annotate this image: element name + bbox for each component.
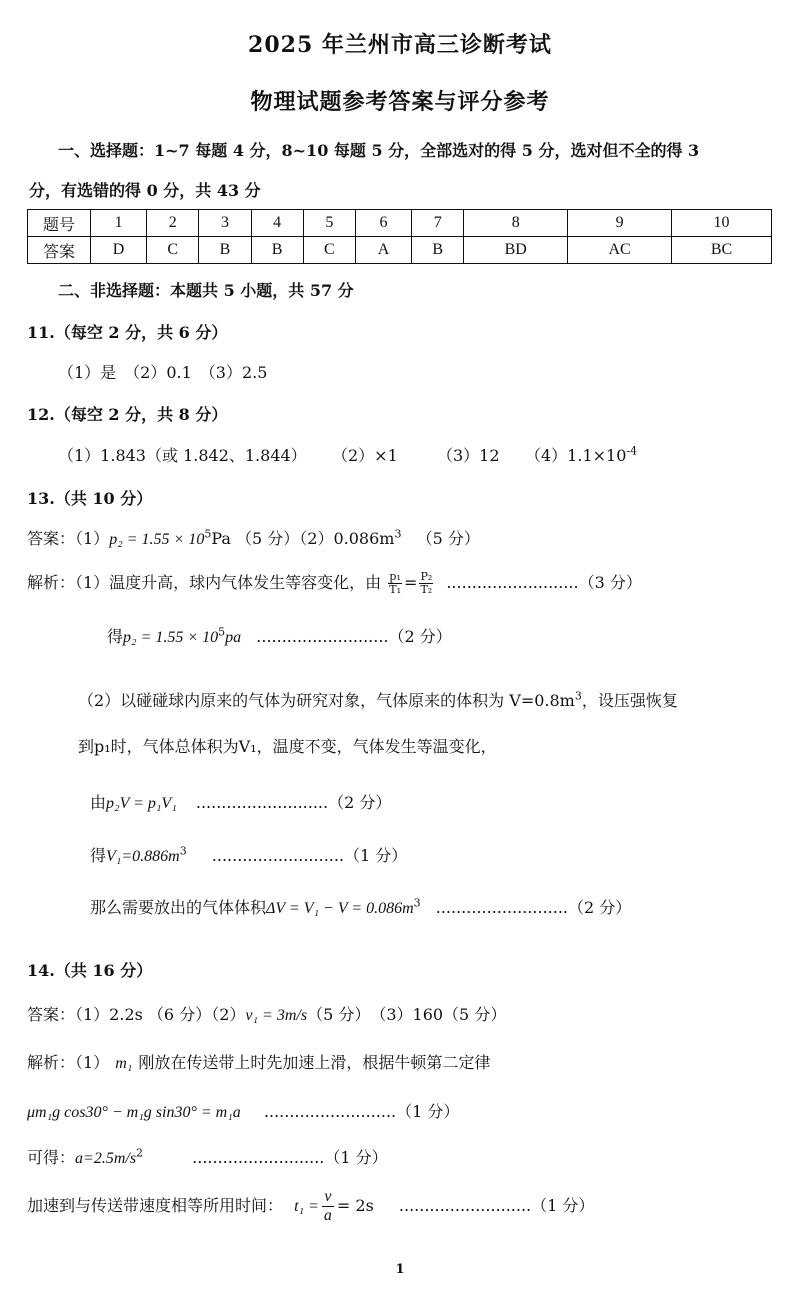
table-cell: AC (568, 237, 672, 264)
q14-eq2: a=2.5m/s (75, 1150, 137, 1167)
table-row-answers (28, 237, 772, 264)
q13-answer-exponent: 5 (204, 527, 212, 541)
q13-answer-p2: p₂ = 1.55 × 10 (109, 531, 205, 548)
table-cell: 8 (464, 210, 568, 237)
part1-heading-line1: 一、选择题：1~7 每题 4 分，8~10 每题 5 分，全部选对的得 5 分，选对但不全的得 3 (58, 141, 700, 160)
page-subtitle: 物理试题参考答案与评分参考 (250, 89, 550, 115)
q13-dots-1: ..........................（3 分） (446, 573, 642, 592)
q13-answer-score1: （5 分）（2）0.086m (236, 529, 395, 548)
table-cell: BD (464, 237, 568, 264)
q14-eq3-dots: ..........................（1 分） (398, 1196, 595, 1215)
table-cell: 2 (147, 210, 199, 237)
q14-title: 14.（共 16 分） (27, 961, 153, 980)
q13-result-p2 (107, 624, 452, 647)
q12-answer-1: （1）1.843（或 1.842、1.844） (58, 446, 307, 465)
table-cell: 4 (251, 210, 303, 237)
q14-answer-b: （5 分） （3）160（5 分） (307, 1005, 507, 1024)
fraction-denominator: a (323, 1207, 332, 1224)
q14-analysis-prefix: 解析：（1） (27, 1053, 110, 1072)
q13-eq3-dots: ..........................（2 分） (435, 898, 632, 917)
q14-eq2-square: 2 (136, 1146, 144, 1160)
fraction-denominator: T₁ (389, 583, 402, 596)
q14-answer-v1: v₁ = 3m/s (245, 1007, 308, 1024)
q13-part2-line2: 到p₁时，气体总体积为V₁，温度不变，气体发生等温变化， (78, 737, 497, 756)
q13-eq3-line (90, 895, 631, 918)
table-cell: A (355, 237, 411, 264)
q12-answer-4 (525, 443, 637, 466)
q13-answer-cube: 3 (394, 527, 402, 541)
q13-answer-unit: Pa (211, 529, 231, 548)
q13-part2-text-a: （2）以碰碰球内原来的气体为研究对象，气体原来的体积为 V=0.8m (78, 691, 575, 710)
q14-eq3-prefix: 加速到与传送带速度相等所用时间： (27, 1196, 284, 1215)
answer-table (27, 209, 772, 264)
q11-answers: （1）是 （2）0.1 （3）2.5 (58, 363, 268, 382)
table-cell: 3 (199, 210, 251, 237)
table-cell: B (412, 237, 464, 264)
q14-answer-line (27, 1002, 506, 1025)
q14-eq1: μm₁g cos30° − m₁g sin30° = m₁a (27, 1104, 241, 1121)
q14-eq3-rhs: = 2s (336, 1196, 374, 1215)
q14-analysis-text: 刚放在传送带上时先加速上滑，根据牛顿第二定律 (138, 1053, 491, 1072)
q14-eq2-line (27, 1145, 388, 1168)
q12-answer-4-exponent: -4 (626, 444, 638, 458)
table-cell: BC (672, 237, 772, 264)
table-cell: 6 (355, 210, 411, 237)
part2-heading: 二、非选择题：本题共 5 小题，共 57 分 (58, 281, 354, 300)
fraction-v-a (322, 1188, 334, 1225)
q13-eq1-dots: ..........................（2 分） (195, 793, 392, 812)
q13-part2-text-b: ，设压强恢复 (581, 691, 678, 710)
table-cell: B (251, 237, 303, 264)
fraction-numerator: p₁ (389, 570, 401, 583)
q12-answer-2: （2）×1 (332, 446, 398, 465)
q13-answer-score2: （5 分） (416, 529, 480, 548)
q14-eq2-dots: ..........................（1 分） (192, 1148, 388, 1167)
q14-answer-a: 答案：（1）2.2s （6 分）（2） (27, 1005, 246, 1024)
q12-title: 12.（每空 2 分，共 8 分） (27, 405, 228, 424)
q13-part2-cube: 3 (574, 689, 582, 703)
q14-eq2-prefix: 可得： (27, 1148, 76, 1167)
table-row-numbers (28, 210, 772, 237)
fraction-p2-t2 (419, 571, 433, 596)
q14-eq3-lhs: t₁ = (294, 1198, 319, 1215)
q13-eq1: p₂V = p₁V₁ (106, 795, 177, 812)
fraction-denominator: T₂ (420, 583, 433, 596)
q13-eq2-dots: ..........................（1 分） (211, 846, 408, 865)
q11-title: 11.（每空 2 分，共 6 分） (27, 323, 228, 342)
table-cell: 10 (672, 210, 772, 237)
q14-eq1-dots: ..........................（1 分） (263, 1102, 460, 1121)
fraction-numerator: v (322, 1188, 334, 1207)
q13-eq3-prefix: 那么需要放出的气体体积 (90, 898, 267, 917)
q13-eq2-cube: 3 (179, 844, 187, 858)
q13-eq1-line (90, 790, 391, 813)
page-number: 1 (395, 1262, 405, 1277)
q13-eq3: ΔV = V₁ − V = 0.086m (266, 900, 414, 917)
q13-result-eq: p₂ = 1.55 × 10 (123, 629, 219, 646)
q14-analysis-line (27, 1050, 490, 1073)
fraction-numerator: P₂ (420, 570, 433, 583)
q14-eq1-line (27, 1099, 459, 1122)
q13-answer-label: 答案：（1） (27, 529, 110, 548)
q13-result-prefix: 得 (107, 627, 124, 646)
q13-eq3-cube: 3 (413, 896, 421, 910)
q13-result-exponent: 5 (218, 625, 226, 639)
q13-eq2: V₁=0.886m (106, 848, 180, 865)
q13-result-unit: pa (225, 629, 242, 646)
table-cell: 7 (412, 210, 464, 237)
q13-eq2-line (90, 843, 407, 866)
table-cell: C (147, 237, 199, 264)
table-cell: C (303, 237, 355, 264)
table-cell: 9 (568, 210, 672, 237)
row-label-answer: 答案 (28, 237, 91, 264)
q12-answer-3: （3）12 (437, 446, 500, 465)
table-cell: 1 (91, 210, 147, 237)
q12-answer-4-base: （4）1.1×10 (525, 446, 627, 465)
table-cell: B (199, 237, 251, 264)
q13-title: 13.（共 10 分） (27, 489, 153, 508)
row-label-number: 题号 (28, 210, 91, 237)
q13-analysis-line1: 解析：（1）温度升高，球内气体发生等容变化，由 $\frac{\text{p₁}}{\text{T₁}}$ = $\frac{\text{P₂}}{\text{T₂}}$ ..........................（3 分） (27, 570, 642, 596)
q13-answer-line (27, 526, 480, 549)
q13-eq1-prefix: 由 (90, 793, 107, 812)
page-title: 2025 年兰州市高三诊断考试 (248, 32, 552, 58)
fraction-p1-t1 (388, 571, 402, 596)
q14-analysis-m1: m₁ (115, 1055, 133, 1072)
table-cell: 5 (303, 210, 355, 237)
q13-eq2-prefix: 得 (90, 846, 107, 865)
q13-dots-2: ..........................（2 分） (256, 627, 452, 646)
table-cell: D (91, 237, 147, 264)
q13-part2-line1 (78, 688, 678, 711)
q13-analysis-label: 解析：（1）温度升高，球内气体发生等容变化，由 (27, 573, 382, 592)
part1-heading-line2: 分，有选错的得 0 分，共 43 分 (29, 181, 261, 200)
q14-eq3-line (27, 1188, 594, 1225)
